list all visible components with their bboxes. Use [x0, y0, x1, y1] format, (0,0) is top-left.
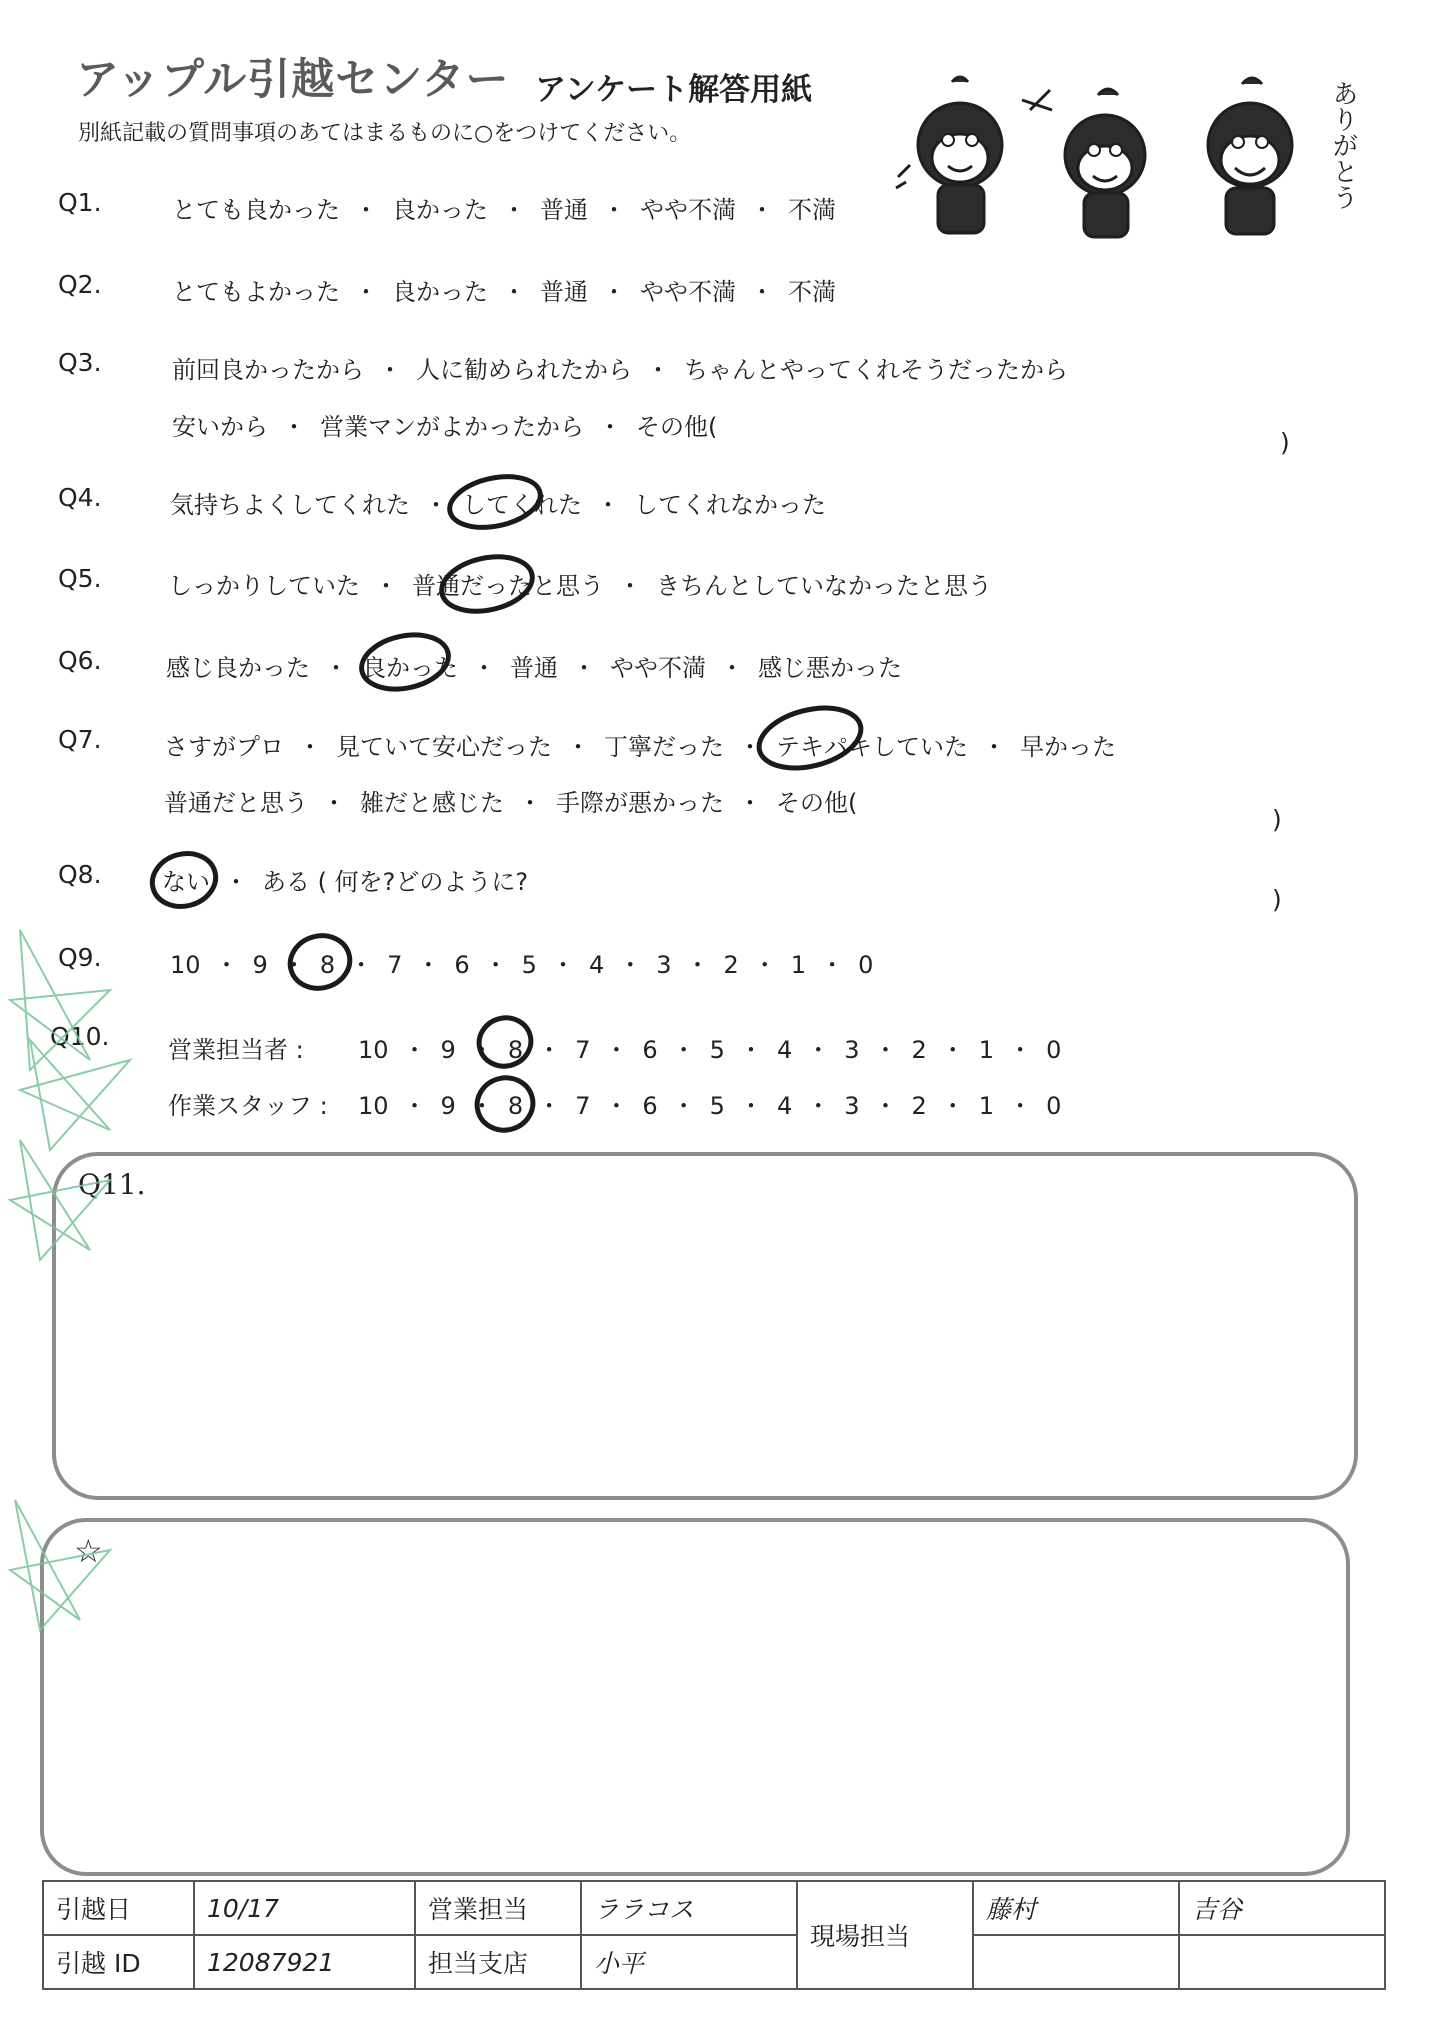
- q7-close-paren: ): [1272, 805, 1282, 834]
- moving-date-label: 引越日: [43, 1881, 194, 1935]
- q9-options-line-1: [170, 945, 873, 980]
- moving-id-label: 引越 ID: [43, 1935, 194, 1989]
- q10-score-option[interactable]: 4: [776, 1036, 793, 1064]
- separator: ・: [354, 278, 378, 306]
- separator: ・: [738, 1092, 763, 1120]
- q10-score-option[interactable]: 5: [709, 1036, 725, 1064]
- comment-box[interactable]: [40, 1518, 1350, 1876]
- branch-value: 小平: [581, 1935, 797, 1989]
- q2-options-line-1: [172, 272, 836, 307]
- q1-option[interactable]: 普通: [540, 196, 588, 224]
- separator: ・: [618, 572, 642, 600]
- mascot-illustration: [890, 70, 1350, 250]
- separator: ・: [416, 951, 441, 979]
- q10-score-option[interactable]: 8: [507, 1036, 524, 1064]
- q10-score-option[interactable]: 10: [358, 1092, 389, 1120]
- q3-option[interactable]: ちゃんとやってくれそうだったから: [684, 356, 1068, 384]
- q7-options-line-1: [164, 727, 1116, 762]
- q4-option[interactable]: してくれた: [462, 491, 582, 519]
- q11-label: Q11.: [78, 1168, 146, 1201]
- q3-option[interactable]: 人に勧められたから: [416, 356, 632, 384]
- q7-option[interactable]: さすがプロ: [164, 733, 284, 761]
- separator: ・: [472, 654, 496, 682]
- q6-option[interactable]: 普通: [510, 654, 558, 682]
- separator: ・: [738, 1036, 763, 1064]
- q7-option[interactable]: テキパキしていた: [776, 733, 968, 761]
- separator: ・: [940, 1036, 965, 1064]
- q6-option[interactable]: 良かった: [362, 654, 458, 682]
- separator: ・: [752, 951, 777, 979]
- separator: ・: [604, 1092, 629, 1120]
- separator: ・: [646, 356, 670, 384]
- separator: ・: [806, 1036, 831, 1064]
- q10-row-name: 作業スタッフ :: [168, 1092, 328, 1120]
- q10-row-2: [168, 1086, 1061, 1121]
- q6-option[interactable]: 感じ悪かった: [758, 654, 902, 682]
- q2-option[interactable]: やや不満: [640, 278, 736, 306]
- q7-option[interactable]: その他(: [776, 789, 858, 817]
- separator: ・: [518, 789, 542, 817]
- separator: ・: [224, 868, 248, 896]
- q8-option[interactable]: ある ( 何を?どのように?: [262, 868, 529, 896]
- site-value-4: [1179, 1935, 1385, 1989]
- q2-option[interactable]: 普通: [540, 278, 588, 306]
- q9-option[interactable]: 3: [656, 951, 672, 979]
- separator: ・: [738, 789, 762, 817]
- separator: ・: [602, 196, 626, 224]
- q1-option[interactable]: とても良かった: [172, 196, 340, 224]
- q4-option[interactable]: してくれなかった: [634, 491, 826, 519]
- q9-option[interactable]: 9: [252, 951, 268, 979]
- q7-option[interactable]: 早かった: [1020, 733, 1116, 761]
- separator: ・: [374, 572, 398, 600]
- q9-option[interactable]: 7: [387, 951, 403, 979]
- q10-score-option[interactable]: 3: [844, 1036, 860, 1064]
- q4-option[interactable]: 気持ちよくしてくれた: [170, 491, 410, 519]
- separator: ・: [685, 951, 710, 979]
- q10-score-option[interactable]: 10: [358, 1036, 389, 1064]
- q8-close-paren: ): [1272, 885, 1282, 914]
- q9-option[interactable]: 5: [521, 951, 537, 979]
- separator: ・: [324, 654, 348, 682]
- q3-option[interactable]: 営業マンがよかったから: [320, 413, 584, 441]
- q3-options-line-1: [172, 350, 1068, 385]
- q5-option[interactable]: きちんとしていなかったと思う: [656, 572, 992, 600]
- separator: ・: [738, 733, 762, 761]
- separator: ・: [873, 1092, 898, 1120]
- separator: ・: [537, 1036, 562, 1064]
- separator: ・: [806, 1092, 831, 1120]
- separator: ・: [604, 1036, 629, 1064]
- q11-answer-box[interactable]: [52, 1152, 1358, 1500]
- separator: ・: [750, 196, 774, 224]
- site-value-3: [973, 1935, 1179, 1989]
- sales-value: ララコス: [581, 1881, 797, 1935]
- separator: ・: [572, 654, 596, 682]
- q1-options-line-1: [172, 190, 836, 225]
- q2-option[interactable]: 不満: [788, 278, 836, 306]
- q3-label: Q3.: [58, 348, 102, 377]
- site-value-2: 吉谷: [1179, 1881, 1385, 1935]
- separator: ・: [537, 1092, 562, 1120]
- q7-option[interactable]: 雑だと感じた: [360, 789, 504, 817]
- q10-score-option[interactable]: 9: [440, 1092, 456, 1120]
- q6-option[interactable]: やや不満: [610, 654, 706, 682]
- q6-options-line-1: [166, 648, 902, 683]
- q9-option[interactable]: 6: [454, 951, 470, 979]
- thanks-text: ありがとう: [1328, 80, 1358, 210]
- q2-label: Q2.: [58, 270, 102, 299]
- q6-option[interactable]: 感じ良かった: [166, 654, 310, 682]
- branch-label: 担当支店: [415, 1935, 581, 1989]
- q7-option[interactable]: 普通だと思う: [164, 789, 308, 817]
- q3-option[interactable]: 安いから: [172, 413, 268, 441]
- separator: ・: [550, 951, 575, 979]
- q10-score-option[interactable]: 6: [642, 1092, 658, 1120]
- q9-option[interactable]: 4: [588, 951, 605, 979]
- separator: ・: [1008, 1036, 1033, 1064]
- separator: ・: [720, 654, 744, 682]
- separator: ・: [982, 733, 1006, 761]
- q7-option[interactable]: 丁寧だった: [604, 733, 724, 761]
- q5-options-line-1: [168, 566, 992, 601]
- q10-score-option[interactable]: 2: [911, 1036, 927, 1064]
- separator: ・: [282, 413, 306, 441]
- company-title: アップル引越センター: [76, 55, 510, 105]
- separator: ・: [598, 413, 622, 441]
- q10-score-option[interactable]: 1: [978, 1092, 995, 1120]
- separator: ・: [940, 1092, 965, 1120]
- separator: ・: [378, 356, 402, 384]
- separator: ・: [402, 1036, 427, 1064]
- q2-option[interactable]: とてもよかった: [172, 278, 340, 306]
- form-title: アンケート解答用紙: [535, 72, 813, 108]
- separator: ・: [214, 951, 239, 979]
- footer-table: [42, 1880, 1386, 1990]
- q10-score-option[interactable]: 6: [642, 1036, 658, 1064]
- q1-label: Q1.: [58, 188, 102, 217]
- q8-options-line-1: [162, 862, 528, 897]
- q7-option[interactable]: 見ていて安心だった: [336, 733, 552, 761]
- q5-option[interactable]: 普通だったと思う: [412, 572, 604, 600]
- q8-option[interactable]: ない: [162, 868, 210, 896]
- q10-row-1: [168, 1030, 1061, 1065]
- separator: ・: [402, 1092, 427, 1120]
- q9-option[interactable]: 10: [170, 951, 201, 979]
- q10-score-option[interactable]: 8: [507, 1092, 524, 1120]
- q9-label: Q9.: [58, 943, 102, 972]
- q10-score-option[interactable]: 7: [575, 1092, 591, 1120]
- q7-label: Q7.: [58, 725, 102, 754]
- q7-options-line-2: [164, 783, 857, 818]
- q10-score-option[interactable]: 4: [776, 1092, 793, 1120]
- separator: ・: [424, 491, 448, 519]
- separator: ・: [298, 733, 322, 761]
- q10-score-option[interactable]: 9: [440, 1036, 456, 1064]
- q3-options-line-2: [172, 407, 717, 442]
- separator: ・: [618, 951, 643, 979]
- site-value-1: 藤村: [973, 1881, 1179, 1935]
- q3-option[interactable]: 前回良かったから: [172, 356, 364, 384]
- q2-option[interactable]: 良かった: [392, 278, 488, 306]
- star-icon: ☆: [74, 1532, 103, 1570]
- separator: ・: [322, 789, 346, 817]
- separator: ・: [483, 951, 508, 979]
- separator: ・: [873, 1036, 898, 1064]
- separator: ・: [502, 196, 526, 224]
- q10-score-option[interactable]: 1: [978, 1036, 995, 1064]
- q10-score-option[interactable]: 2: [911, 1092, 927, 1120]
- q8-label: Q8.: [58, 860, 102, 889]
- q10-score-option[interactable]: 3: [844, 1092, 860, 1120]
- separator: ・: [281, 951, 306, 979]
- separator: ・: [349, 951, 374, 979]
- q4-options-line-1: [170, 485, 826, 520]
- q3-option[interactable]: その他(: [636, 413, 718, 441]
- separator: ・: [596, 491, 620, 519]
- q5-label: Q5.: [58, 564, 102, 593]
- separator: ・: [469, 1092, 494, 1120]
- separator: ・: [750, 278, 774, 306]
- q6-label: Q6.: [58, 646, 102, 675]
- separator: ・: [469, 1036, 494, 1064]
- sales-label: 営業担当: [415, 1881, 581, 1935]
- q10-score-option[interactable]: 0: [1046, 1036, 1062, 1064]
- separator: ・: [671, 1036, 696, 1064]
- q7-option[interactable]: 手際が悪かった: [556, 789, 724, 817]
- moving-date-value: 10/17: [194, 1881, 415, 1935]
- q9-option[interactable]: 0: [858, 951, 874, 979]
- q10-score-option[interactable]: 0: [1046, 1092, 1062, 1120]
- separator: ・: [820, 951, 845, 979]
- q1-option[interactable]: やや不満: [640, 196, 736, 224]
- separator: ・: [1008, 1092, 1033, 1120]
- q9-option[interactable]: 1: [790, 951, 807, 979]
- separator: ・: [671, 1092, 696, 1120]
- instruction-text: 別紙記載の質問事項のあてはまるものに○をつけてください。: [78, 121, 692, 146]
- q4-label: Q4.: [58, 483, 102, 512]
- q1-option[interactable]: 不満: [788, 196, 836, 224]
- site-label: 現場担当: [797, 1881, 973, 1989]
- q10-row-name: 営業担当者 :: [168, 1036, 304, 1064]
- moving-id-value: 12087921: [194, 1935, 415, 1989]
- separator: ・: [566, 733, 590, 761]
- q9-option[interactable]: 2: [723, 951, 739, 979]
- q10-score-option[interactable]: 5: [709, 1092, 725, 1120]
- q10-score-option[interactable]: 7: [575, 1036, 591, 1064]
- q9-option[interactable]: 8: [319, 951, 336, 979]
- q10-label: Q10.: [50, 1022, 110, 1051]
- q3-close-paren: ): [1280, 428, 1290, 457]
- q5-option[interactable]: しっかりしていた: [168, 572, 360, 600]
- separator: ・: [502, 278, 526, 306]
- separator: ・: [602, 278, 626, 306]
- q1-option[interactable]: 良かった: [392, 196, 488, 224]
- separator: ・: [354, 196, 378, 224]
